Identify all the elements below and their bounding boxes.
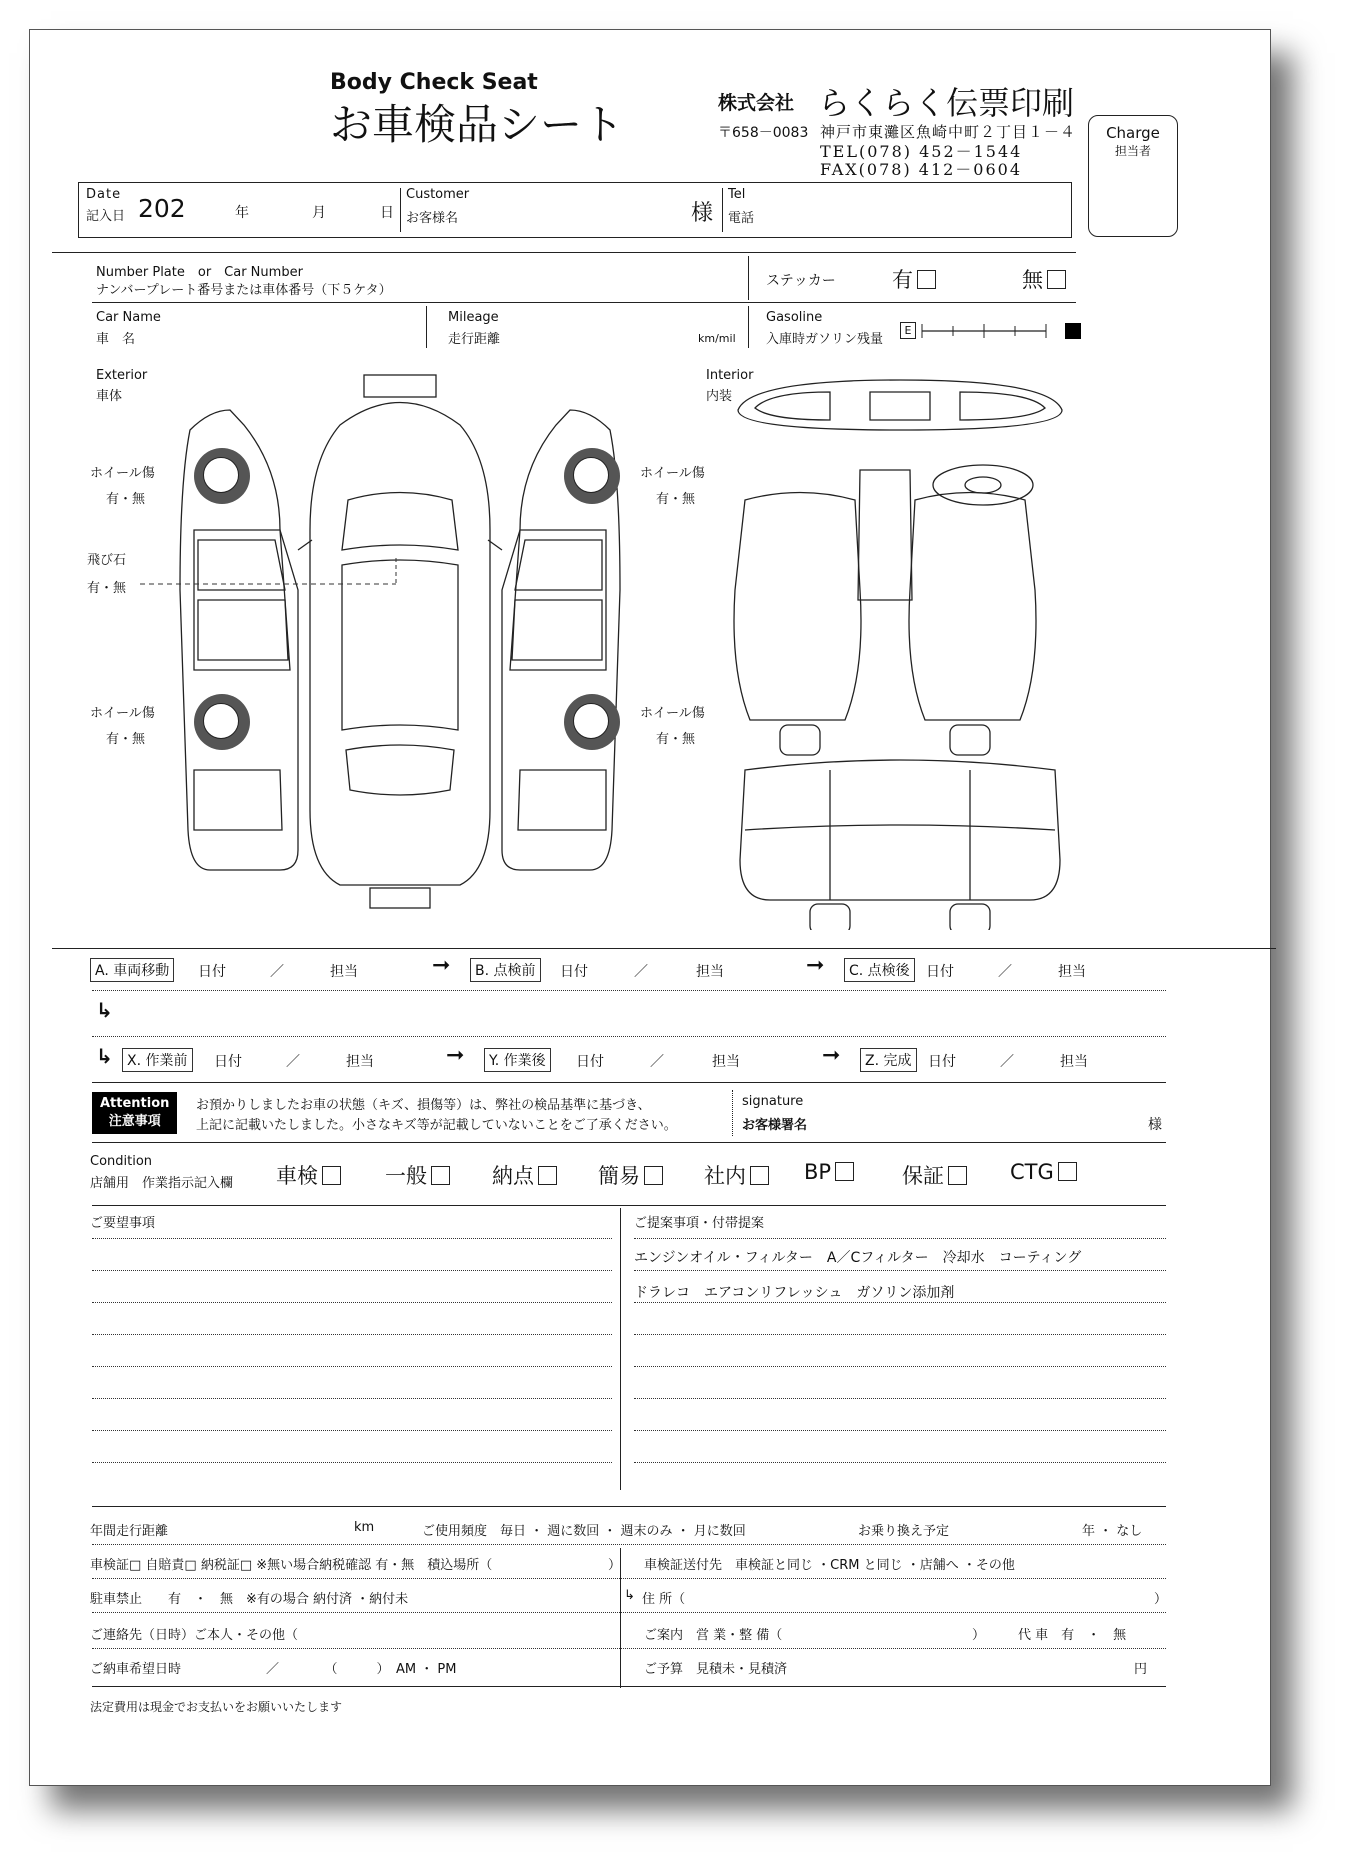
budget-yen: 円	[1134, 1662, 1148, 1677]
company-name: らくらく伝票印刷	[818, 84, 1075, 122]
condition-internal[interactable]	[704, 1160, 769, 1190]
condition-delivery[interactable]	[492, 1160, 557, 1190]
condition-simple-checkbox[interactable]	[644, 1166, 663, 1185]
condition-warranty-checkbox[interactable]	[948, 1166, 967, 1185]
request-line[interactable]	[92, 1302, 612, 1303]
plate-label-en: Number Plate or Car Number	[96, 265, 303, 280]
condition-warranty-text: 保証	[902, 1164, 944, 1188]
step-z-date[interactable]: 日付	[928, 1054, 956, 1070]
annual-mileage-unit: km	[354, 1520, 375, 1535]
condition-shaken-checkbox[interactable]	[322, 1166, 341, 1185]
condition-delivery-text: 納点	[492, 1164, 534, 1188]
charge-label-en: Charge	[1106, 124, 1160, 142]
attention-label-en: Attention	[100, 1096, 170, 1111]
postal-code: 〒658－0083	[718, 125, 809, 141]
interior-label-ja: 内装	[706, 389, 733, 404]
condition-general[interactable]	[385, 1160, 450, 1190]
step-c-person[interactable]: 担当	[1058, 964, 1086, 980]
condition-internal-checkbox[interactable]	[750, 1166, 769, 1185]
check-sheet	[29, 29, 1271, 1786]
condition-label-ja: 店舗用 作業指示記入欄	[90, 1176, 234, 1191]
customer-label-ja: お客様名	[406, 211, 459, 226]
suggestion-line[interactable]	[634, 1398, 1166, 1399]
budget-row[interactable]: ご予算 見積未・見積済	[644, 1662, 788, 1677]
tel-label-en: Tel	[728, 187, 746, 202]
condition-ctg-checkbox[interactable]	[1058, 1162, 1077, 1181]
arrow-right-icon: ➞	[432, 953, 451, 978]
signature-sama: 様	[1148, 1117, 1162, 1133]
customer-label-en: Customer	[406, 187, 470, 202]
request-line[interactable]	[92, 1238, 612, 1239]
wheel-damage-rear-left-yn[interactable]: 有・無	[106, 732, 146, 747]
condition-delivery-checkbox[interactable]	[538, 1166, 557, 1185]
chip-yes-no[interactable]: 有・無	[87, 581, 127, 596]
wheel-damage-front-right: ホイール傷	[640, 466, 705, 481]
replace-plan-options[interactable]: 年 ・ なし	[1082, 1524, 1143, 1539]
request-line[interactable]	[92, 1366, 612, 1367]
address-label[interactable]: 住 所（	[642, 1592, 686, 1607]
sticker-label: ステッカー	[766, 273, 836, 289]
year-label: 年	[235, 205, 249, 221]
condition-bp-text: BP	[804, 1160, 832, 1184]
condition-bp[interactable]	[804, 1160, 854, 1184]
suggestion-line[interactable]	[634, 1270, 1166, 1271]
usage-frequency[interactable]: ご使用頻度 毎日 ・ 週に数回 ・ 週末のみ ・ 月に数回	[422, 1524, 746, 1539]
step-c-date[interactable]: 日付	[926, 964, 954, 980]
day-label: 日	[380, 205, 394, 221]
condition-general-text: 一般	[385, 1164, 427, 1188]
car-name-label-en: Car Name	[96, 310, 161, 325]
date-label-ja: 記入日	[86, 209, 126, 224]
condition-internal-text: 社内	[704, 1164, 746, 1188]
footer-note: 法定費用は現金でお支払いをお願いいたします	[90, 1700, 343, 1714]
attention-line-2: 上記に記載いたしました。小さなキズ等が記載していないことをご了承ください。	[196, 1118, 677, 1133]
requests-title: ご要望事項	[90, 1216, 156, 1231]
attention-label-ja: 注意事項	[108, 1114, 161, 1129]
year-prefix[interactable]: 202	[138, 194, 186, 223]
no-parking-row[interactable]: 駐車禁止 有 ・ 無 ※有の場合 納付済 ・納付未	[90, 1592, 409, 1607]
step-z-person[interactable]: 担当	[1060, 1054, 1088, 1070]
customer-sama: 様	[691, 201, 714, 226]
arrow-right-icon: ➞	[446, 1043, 465, 1068]
month-label: 月	[312, 205, 326, 221]
step-y-slash: ／	[650, 1054, 664, 1070]
condition-simple[interactable]	[598, 1160, 663, 1190]
step-c-label: C. 点検後	[844, 958, 915, 982]
condition-shaken[interactable]	[276, 1160, 341, 1190]
sticker-yes-text: 有	[892, 268, 913, 292]
step-b-date[interactable]: 日付	[560, 964, 588, 980]
sticker-no-text: 無	[1022, 268, 1043, 292]
wheel-front-right	[564, 448, 620, 504]
plate-label-ja: ナンバープレート番号または車体番号（下５ケタ）	[96, 283, 392, 298]
condition-general-checkbox[interactable]	[431, 1166, 450, 1185]
company-fax: FAX(078) 412－0604	[820, 160, 1023, 179]
turn-arrow-icon: ↳	[96, 1044, 113, 1068]
request-line[interactable]	[92, 1462, 612, 1463]
step-z-slash: ／	[1000, 1054, 1014, 1070]
guidance-row[interactable]: ご案内 営 業・整 備（	[644, 1628, 783, 1643]
step-z-label: Z. 完成	[860, 1048, 917, 1072]
request-line[interactable]	[92, 1430, 612, 1431]
suggestion-line-1: エンジンオイル・フィルター A／Cフィルター 冷却水 コーティング	[634, 1250, 1082, 1266]
wheel-damage-rear-right-yn[interactable]: 有・無	[656, 732, 696, 747]
delivery-label: ご納車希望日時	[90, 1662, 182, 1677]
turn-arrow-icon: ↳	[96, 998, 113, 1022]
rental-car-row[interactable]: 代 車 有 ・ 無	[1018, 1628, 1127, 1643]
step-y-person[interactable]: 担当	[712, 1054, 740, 1070]
gasoline-label-ja: 入庫時ガソリン残量	[766, 332, 884, 347]
wheel-rear-left	[194, 694, 250, 750]
contact-row[interactable]: ご連絡先（日時）ご本人・その他（	[90, 1628, 299, 1643]
condition-bp-checkbox[interactable]	[835, 1162, 854, 1181]
mileage-label-ja: 走行距離	[448, 332, 501, 347]
condition-shaken-text: 車検	[276, 1164, 318, 1188]
wheel-front-left	[194, 448, 250, 504]
suggestion-line[interactable]	[634, 1366, 1166, 1367]
step-a-person[interactable]: 担当	[330, 964, 358, 980]
step-y-date[interactable]: 日付	[576, 1054, 604, 1070]
step-y-label: Y. 作業後	[484, 1048, 551, 1072]
suggestion-line[interactable]	[634, 1462, 1166, 1463]
company-prefix: 株式会社	[718, 92, 795, 114]
request-line[interactable]	[92, 1398, 612, 1399]
step-x-label: X. 作業前	[122, 1048, 193, 1072]
wheel-damage-front-left: ホイール傷	[90, 466, 155, 481]
date-label-en: Date	[86, 187, 122, 202]
wheel-damage-front-right-yn[interactable]: 有・無	[656, 492, 696, 507]
gasoline-label-en: Gasoline	[766, 310, 823, 325]
step-x-person[interactable]: 担当	[346, 1054, 374, 1070]
request-line[interactable]	[92, 1270, 612, 1271]
condition-label-en: Condition	[90, 1154, 153, 1169]
suggestion-line[interactable]	[634, 1302, 1166, 1303]
step-a-slash: ／	[270, 964, 284, 980]
car-name-label-ja: 車 名	[96, 332, 136, 347]
documents-row[interactable]: 車検証□ 自賠責□ 納税証□ ※無い場合納税確認 有・無 積込場所（	[90, 1558, 493, 1573]
step-a-label: A. 車両移動	[90, 958, 174, 982]
condition-warranty[interactable]	[902, 1160, 967, 1190]
address-arrow-icon: ↳	[624, 1588, 635, 1603]
step-b-person[interactable]: 担当	[696, 964, 724, 980]
send-to-row[interactable]: 車検証送付先 車検証と同じ ・CRM と同じ ・店舗へ ・その他	[644, 1558, 1015, 1573]
guidance-close: ）	[972, 1628, 986, 1643]
condition-ctg[interactable]	[1010, 1160, 1077, 1184]
replace-plan-label: お乗り換え予定	[858, 1524, 950, 1539]
wheel-rear-right	[564, 694, 620, 750]
title-ja: お車検品シート	[330, 100, 625, 149]
title-en: Body Check Seat	[330, 70, 538, 95]
wheel-damage-rear-right: ホイール傷	[640, 706, 705, 721]
annual-mileage-label: 年間走行距離	[90, 1524, 169, 1539]
step-b-label: B. 点検前	[470, 958, 541, 982]
mileage-unit: km/mil	[698, 332, 736, 345]
wheel-damage-rear-left: ホイール傷	[90, 706, 155, 721]
request-line[interactable]	[92, 1334, 612, 1335]
wheel-damage-front-left-yn[interactable]: 有・無	[106, 492, 146, 507]
address-close: ）	[1154, 1592, 1168, 1607]
arrow-right-icon: ➞	[822, 1043, 841, 1068]
signature-label-ja: お客様署名	[742, 1118, 808, 1133]
step-x-slash: ／	[286, 1054, 300, 1070]
signature-label-en: signature	[742, 1094, 804, 1109]
step-c-slash: ／	[998, 964, 1012, 980]
gauge-empty-marker: E	[900, 322, 916, 339]
step-x-date[interactable]: 日付	[214, 1054, 242, 1070]
exterior-label-ja: 車体	[96, 389, 123, 404]
suggestion-line[interactable]	[634, 1430, 1166, 1431]
condition-ctg-text: CTG	[1010, 1160, 1054, 1184]
step-a-date[interactable]: 日付	[198, 964, 226, 980]
chip-label: 飛び石	[87, 553, 127, 568]
suggestion-line[interactable]	[634, 1238, 1166, 1239]
suggestion-line[interactable]	[634, 1334, 1166, 1335]
arrow-right-icon: ➞	[806, 953, 825, 978]
suggestions-title: ご提案事項・付帯提案	[634, 1216, 765, 1231]
address: 神戸市東灘区魚崎中町２丁目１－４	[820, 123, 1077, 141]
condition-simple-text: 簡易	[598, 1164, 640, 1188]
interior-label-en: Interior	[706, 368, 754, 383]
attention-badge	[92, 1092, 177, 1134]
company-tel: TEL(078) 452－1544	[820, 142, 1023, 161]
tel-label-ja: 電話	[728, 211, 755, 226]
exterior-label-en: Exterior	[96, 368, 148, 383]
attention-line-1: お預かりしましたお車の状態（キズ、損傷等）は、弊社の検品基準に基づき、	[196, 1098, 651, 1113]
documents-close: ）	[608, 1558, 622, 1573]
charge-label-ja: 担当者	[1114, 144, 1151, 158]
step-b-slash: ／	[634, 964, 648, 980]
delivery-datetime[interactable]: ／ （ ） AM ・ PM	[266, 1662, 457, 1677]
mileage-label-en: Mileage	[448, 310, 499, 325]
suggestion-line-2: ドラレコ エアコンリフレッシュ ガソリン添加剤	[634, 1285, 955, 1301]
